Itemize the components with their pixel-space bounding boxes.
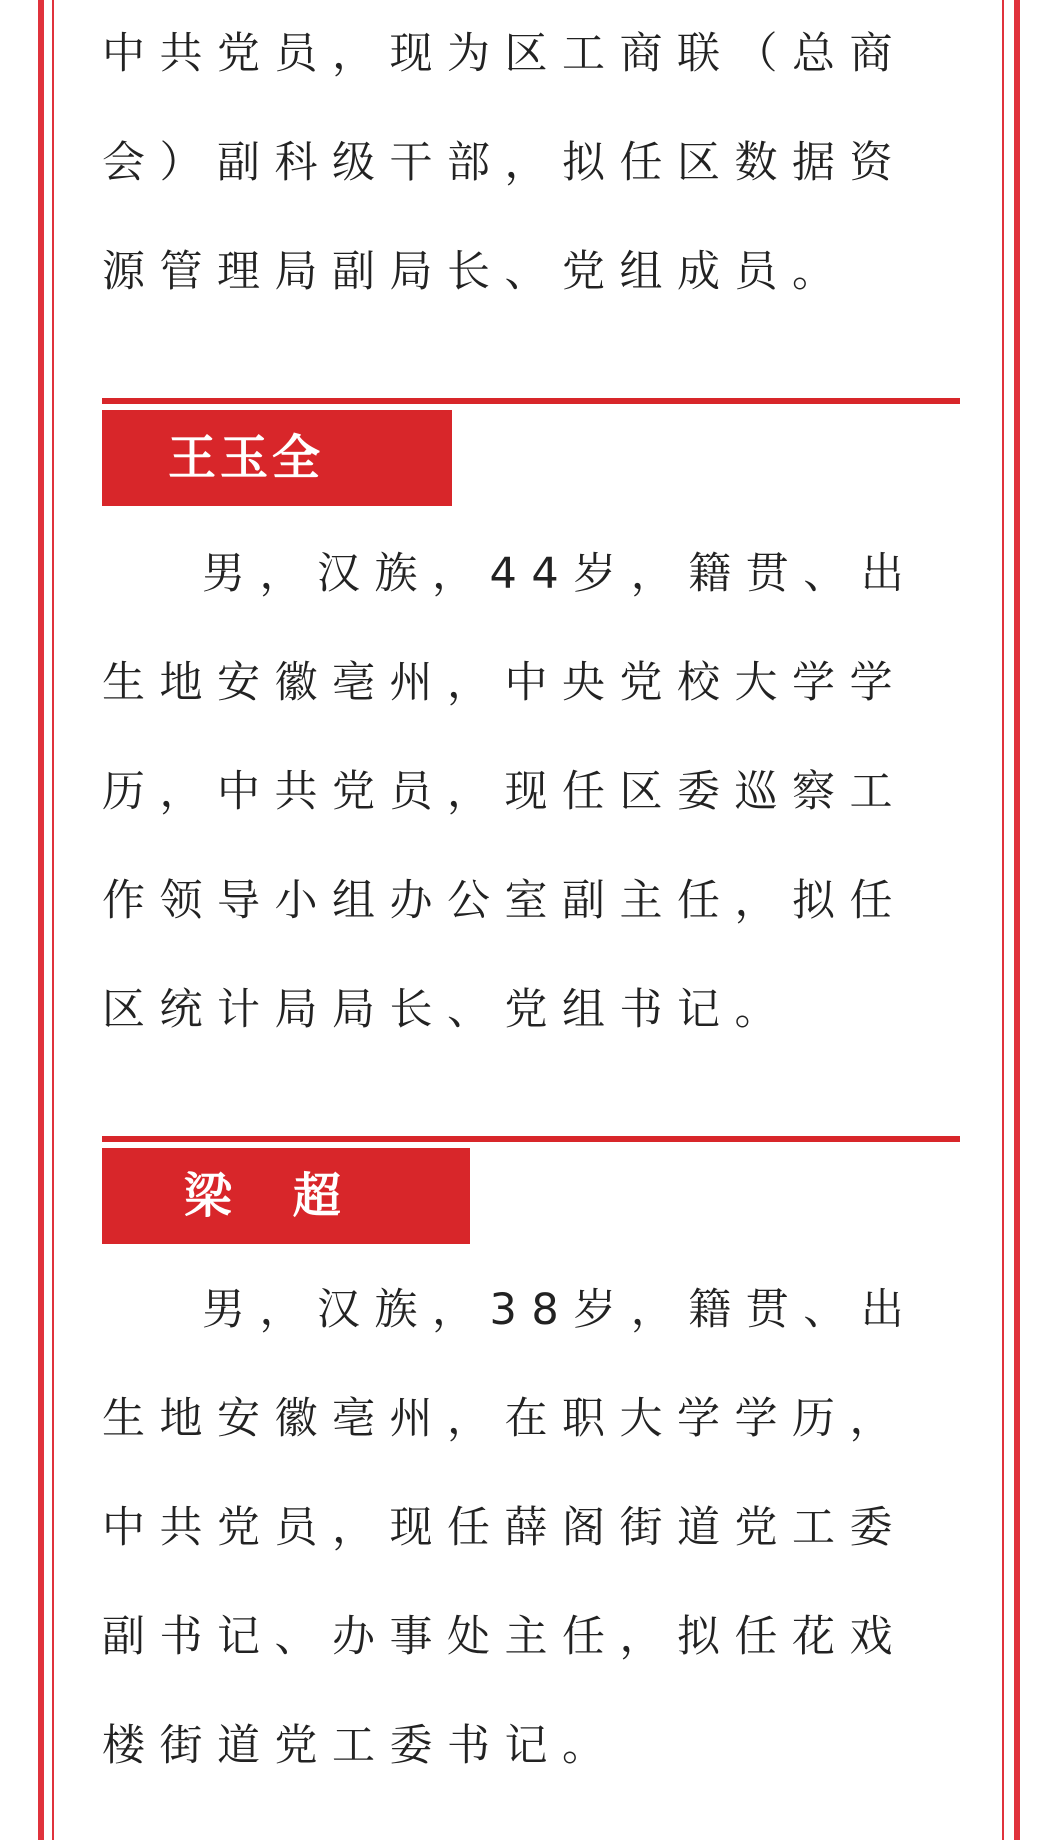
left-outer-border xyxy=(38,0,44,1840)
person-name: 王玉全 xyxy=(168,430,325,486)
right-outer-border xyxy=(1014,0,1020,1840)
profile-card xyxy=(102,398,960,1065)
profile-card xyxy=(102,1136,960,1801)
name-header xyxy=(102,1136,960,1246)
person-name: 梁 超 xyxy=(184,1168,363,1224)
person-bio: 男，汉族，38岁，籍贯、出生地安徽亳州，在职大学学历，中共党员，现任薛阁街道党工委副书记、办事处主任，拟任花戏楼街道党工委书记。 xyxy=(102,1285,919,1771)
name-header-rule xyxy=(102,1136,960,1142)
person-bio: 男，汉族，44岁，籍贯、出生地安徽亳州，中央党校大学学历，中共党员，现任区委巡察工作领导小组办公室副主任，拟任区统计局局长、党组书记。 xyxy=(102,549,919,1035)
name-header-rule xyxy=(102,398,960,404)
intro-paragraph-tail: 中共党员，现为区工商联（总商会）副科级干部，拟任区数据资源管理局副局长、党组成员。 xyxy=(102,29,907,297)
left-inner-border xyxy=(52,0,54,1840)
name-header xyxy=(102,398,960,508)
right-inner-border xyxy=(1002,0,1004,1840)
